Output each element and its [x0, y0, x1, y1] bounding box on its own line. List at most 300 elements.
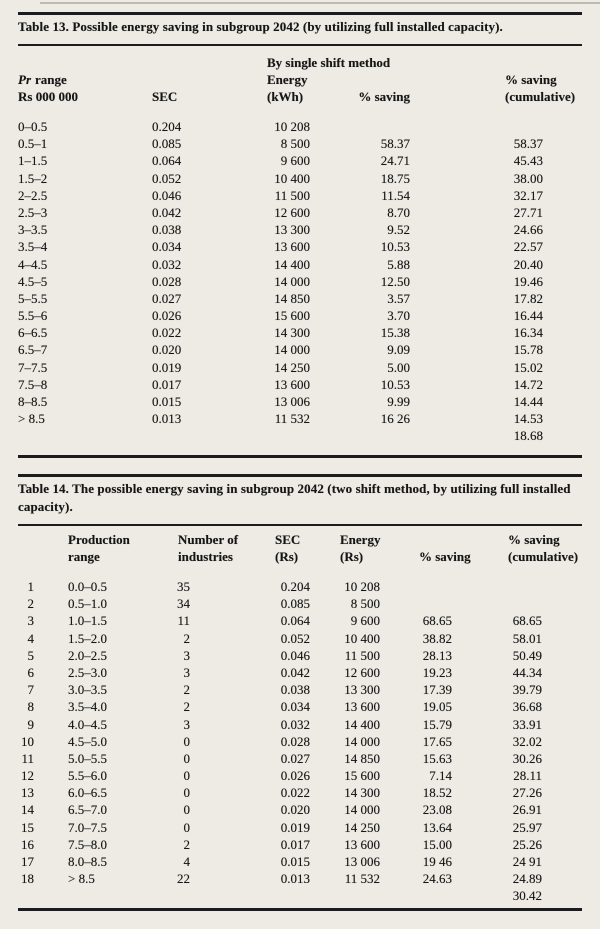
cell-pr-range: 2–2.5: [18, 187, 48, 203]
cell-saving: 10.53: [380, 239, 410, 255]
table-14-row: [18, 853, 582, 870]
cell-number-of-industries: 3: [183, 716, 190, 732]
cell-energy: 14 850: [344, 750, 380, 766]
cell-sec: 0.019: [280, 819, 310, 835]
cell-number-of-industries: 0: [183, 785, 190, 801]
cell-sec: 0.034: [280, 699, 310, 715]
cell-saving: 58.37: [380, 136, 410, 152]
range-label: range: [68, 549, 100, 564]
cell-sec: 0.204: [152, 119, 182, 134]
cell-row-number: 12: [21, 768, 34, 784]
cell-sec: 0.046: [280, 647, 310, 663]
cell-saving: 9.09: [387, 342, 410, 358]
table-13-row: [18, 135, 582, 152]
cell-energy: 8 500: [350, 596, 380, 612]
cell-saving: 5.00: [387, 359, 410, 375]
pr-range-units: Rs 000 000: [18, 89, 78, 104]
cell-row-number: 13: [21, 785, 34, 801]
cell-pr-range: > 8.5: [18, 411, 45, 427]
cell-number-of-industries: 22: [177, 871, 190, 887]
cell-production-range: 2.0–2.5: [68, 647, 107, 663]
table-13-row: [18, 204, 582, 221]
cell-sec: 0.038: [280, 682, 310, 698]
cell-sec: 0.204: [280, 579, 310, 594]
cell-number-of-industries: 0: [183, 768, 190, 784]
cell-saving: 17.65: [422, 733, 452, 749]
cell-row-number: 14: [21, 802, 34, 818]
cell-saving-cumulative: 26.91: [512, 802, 542, 818]
cell-energy: 10 208: [274, 119, 310, 134]
cell-saving-cumulative: 15.78: [513, 342, 543, 358]
cell-row-number: 4: [27, 630, 34, 646]
cell-production-range: 0.0–0.5: [68, 579, 107, 594]
cell-number-of-industries: 2: [183, 682, 190, 698]
cell-energy: 11 500: [344, 647, 380, 663]
cell-sec: 0.017: [280, 836, 310, 852]
table-14-bottom-rule: [18, 908, 582, 911]
number-of-label: Number of: [178, 532, 239, 547]
cell-energy: 10 208: [344, 579, 380, 594]
cell-row-number: 17: [21, 854, 34, 869]
cell-pr-range: 2.5–3: [18, 204, 48, 220]
cell-sec: 0.015: [280, 854, 310, 869]
cell-energy: 11 500: [274, 187, 310, 203]
cell-pr-range: 3.5–4: [18, 239, 48, 255]
cell-number-of-industries: 3: [183, 664, 190, 680]
cell-saving: 17.39: [422, 682, 452, 698]
table-13-row: [18, 410, 582, 427]
cell-row-number: 10: [21, 733, 34, 749]
cell-saving: [380, 595, 452, 612]
cell-saving: 11.54: [381, 187, 410, 203]
cell-row-number: 15: [21, 819, 34, 835]
cell-saving-cumulative: [452, 578, 542, 595]
table-14-row: [18, 801, 582, 818]
cell-sec: 0.085: [280, 596, 310, 612]
cell-production-range: 3.0–3.5: [68, 682, 107, 698]
cell-saving-cumulative: 28.11: [513, 768, 542, 784]
cell-saving-cumulative: 27.71: [513, 204, 543, 220]
cell-energy: 10 400: [274, 170, 310, 186]
cell-production-range: 7.5–8.0: [68, 836, 107, 852]
column-header-production-range: [68, 531, 130, 565]
cell-saving-cumulative: 22.57: [513, 239, 543, 255]
table-13-caption-rule: [18, 44, 582, 46]
cell-saving: 10.53: [380, 376, 410, 392]
cell-saving: 15.79: [422, 716, 452, 732]
cell-row-number: 6: [27, 664, 34, 680]
cell-energy: 10 400: [344, 630, 380, 646]
cell-number-of-industries: 34: [177, 596, 190, 612]
energy-units: (kWh): [267, 89, 304, 104]
cell-energy: 14 250: [344, 819, 380, 835]
cell-saving-cumulative: 39.79: [512, 682, 542, 698]
cell-energy: 14 000: [344, 733, 380, 749]
cell-saving-cumulative: 19.46: [513, 273, 543, 289]
cell-energy: [248, 427, 310, 444]
cell-energy: 14 400: [274, 256, 310, 272]
cell-saving: 28.13: [422, 647, 452, 663]
cell-number-of-industries: 4: [183, 854, 190, 869]
cell-energy: 14 000: [344, 802, 380, 818]
cell-saving: 24.71: [380, 153, 410, 169]
cell-sec: 0.028: [280, 733, 310, 749]
sec-units: (Rs): [275, 549, 299, 564]
cell-saving: 15.38: [380, 325, 410, 341]
cell-row-number: 11: [21, 750, 34, 766]
table-14-row: [18, 681, 582, 698]
cell-sec: 0.017: [152, 376, 182, 392]
cell-pr-range: 6.5–7: [18, 342, 48, 358]
cell-saving: 18.75: [380, 170, 410, 186]
cell-saving: 19.23: [422, 664, 452, 680]
column-header-sec-rs: [275, 531, 300, 565]
cell-saving-cumulative: 36.68: [512, 699, 542, 715]
cell-saving-cumulative: [410, 118, 543, 135]
cell-row-number: 5: [27, 647, 34, 663]
table-13-row: [18, 170, 582, 187]
cell-saving: 16 26: [380, 411, 410, 427]
cell-number-of-industries: 3: [183, 647, 190, 663]
cell-sec: 0.038: [152, 222, 182, 238]
cell-saving: 15.00: [422, 836, 452, 852]
cell-sec: 0.013: [280, 871, 310, 887]
cumulative-label: (cumulative): [505, 89, 576, 104]
cell-saving-cumulative: 17.82: [513, 290, 543, 306]
energy-label: Energy: [340, 532, 381, 547]
cell-pr-range: 7–7.5: [18, 359, 48, 375]
cell-saving-cumulative: 16.34: [513, 325, 543, 341]
cell-saving: 24.63: [422, 871, 452, 887]
table-14-row: [18, 578, 582, 595]
cell-sec: 0.020: [152, 342, 182, 358]
cell-energy: 13 300: [344, 682, 380, 698]
table-14-row: [18, 887, 582, 904]
cell-saving-cumulative: [452, 595, 542, 612]
cell-saving-cumulative: 27.26: [512, 785, 542, 801]
cell-sec: 0.046: [152, 187, 182, 203]
cell-production-range: 5.5–6.0: [68, 768, 107, 784]
cell-saving-cumulative: 30.42: [512, 888, 542, 904]
cell-number-of-industries: [150, 887, 190, 904]
cell-number-of-industries: 2: [183, 836, 190, 852]
table-14-caption: Table 14. The possible energy saving in subgroup 2042 (two shift method, by utilizing full installed capacity).: [18, 481, 571, 514]
table-13-row: [18, 238, 582, 255]
cell-number-of-industries: 0: [183, 802, 190, 818]
cell-pr-range: 4–4.5: [18, 256, 48, 272]
table-14-row: [18, 698, 582, 715]
cell-energy: 13 006: [274, 394, 310, 409]
cell-saving: [310, 118, 410, 135]
table-13-row: [18, 118, 582, 135]
table-14-row: [18, 733, 582, 750]
cell-saving-cumulative: 58.01: [512, 630, 542, 646]
column-header-saving: % saving: [419, 549, 471, 564]
table-13-row: [18, 359, 582, 376]
cell-sec: 0.064: [152, 153, 182, 169]
cell-saving: 12.50: [380, 273, 410, 289]
table-13-row: [18, 290, 582, 307]
cell-row-number: 3: [27, 613, 34, 629]
cell-sec: 0.034: [152, 239, 182, 255]
cell-energy: 14 850: [274, 290, 310, 306]
cell-row-number: 18: [21, 871, 34, 887]
table-13-body: [18, 118, 582, 445]
cell-pr-range: 6–6.5: [18, 325, 48, 341]
cell-sec: 0.042: [280, 664, 310, 680]
cell-saving: 9.52: [387, 222, 410, 238]
cell-pr-range: 1.5–2: [18, 170, 48, 186]
column-header-number-of-industries: [178, 531, 238, 565]
cell-production-range: 6.0–6.5: [68, 785, 107, 801]
column-header-saving: % saving: [358, 89, 410, 104]
cell-energy: 8 500: [280, 136, 310, 152]
cell-energy: 14 000: [274, 273, 310, 289]
cell-saving-cumulative: 32.02: [512, 733, 542, 749]
cell-sec: 0.027: [152, 290, 182, 306]
energy-label: Energy: [267, 72, 308, 87]
industries-label: industries: [178, 549, 233, 564]
cell-sec: 0.028: [152, 273, 182, 289]
cell-pr-range: 7.5–8: [18, 376, 48, 392]
table-14-row: [18, 664, 582, 681]
cell-number-of-industries: 0: [183, 733, 190, 749]
cell-saving: 23.08: [422, 802, 452, 818]
cell-energy: 14 400: [344, 716, 380, 732]
cell-saving-cumulative: 30.26: [512, 750, 542, 766]
cell-production-range: 4.5–5.0: [68, 733, 107, 749]
cell-pr-range: 4.5–5: [18, 273, 48, 289]
cell-saving-cumulative: 58.37: [513, 136, 543, 152]
table-14-row: [18, 647, 582, 664]
cell-saving-cumulative: 20.40: [513, 256, 543, 272]
column-group-single-shift: By single shift method: [267, 55, 391, 70]
cell-energy: 9 600: [280, 153, 310, 169]
cell-number-of-industries: 35: [177, 579, 190, 594]
table-13-row: [18, 152, 582, 169]
scan-edge-artifact: [40, 2, 600, 4]
cell-saving-cumulative: 14.53: [513, 411, 543, 427]
table-13-row: [18, 256, 582, 273]
column-header-energy-rs: [340, 531, 380, 565]
cell-energy: 15 600: [344, 768, 380, 784]
cell-energy: 14 300: [344, 785, 380, 801]
cell-number-of-industries: 0: [183, 750, 190, 766]
column-header-sec: SEC: [152, 89, 178, 104]
cell-production-range: 5.0–5.5: [68, 750, 107, 766]
table-13-row: [18, 324, 582, 341]
table-14-row: [18, 836, 582, 853]
cell-energy: 14 300: [274, 325, 310, 341]
column-header-saving-cumulative: [505, 71, 575, 105]
cell-saving: 3.57: [387, 290, 410, 306]
cell-number-of-industries: 2: [183, 630, 190, 646]
column-header-saving-cumulative: [508, 531, 578, 565]
cell-sec: 0.027: [280, 750, 310, 766]
cell-saving-cumulative: 24.89: [512, 871, 542, 887]
cell-energy: 13 006: [344, 854, 380, 869]
cell-saving: 68.65: [422, 613, 452, 629]
cell-sec: 0.022: [280, 785, 310, 801]
cell-sec: 0.015: [152, 394, 182, 409]
cell-saving-cumulative: 68.65: [512, 613, 542, 629]
cell-saving-cumulative: 16.44: [513, 308, 543, 324]
cell-energy: 11 532: [274, 411, 310, 427]
cell-row-number: 9: [27, 716, 34, 732]
cell-sec: 0.052: [152, 170, 182, 186]
table-14-row: [18, 784, 582, 801]
cell-energy: 12 600: [344, 664, 380, 680]
cell-energy: 13 600: [274, 239, 310, 255]
cell-pr-range: [18, 427, 152, 444]
cell-energy: 13 600: [344, 836, 380, 852]
cell-energy: 12 600: [274, 204, 310, 220]
cell-saving: 19 46: [422, 854, 452, 869]
cell-energy: 13 300: [274, 222, 310, 238]
cell-pr-range: 5.5–6: [18, 308, 48, 324]
cell-sec: 0.020: [280, 802, 310, 818]
table-14-row: [18, 716, 582, 733]
table-13-top-rule: [18, 12, 582, 15]
cell-sec: [190, 887, 310, 904]
cell-saving: 18.52: [422, 785, 452, 801]
energy-units: (Rs): [340, 549, 364, 564]
cell-production-range: 8.0–8.5: [68, 854, 107, 869]
cell-pr-range: 3–3.5: [18, 222, 48, 238]
cell-energy: 13 600: [274, 376, 310, 392]
table-14-row: [18, 819, 582, 836]
cell-saving-cumulative: 15.02: [513, 359, 543, 375]
table-14-row: [18, 595, 582, 612]
table-13-row: [18, 273, 582, 290]
cell-row-number: 8: [27, 699, 34, 715]
cell-pr-range: 1–1.5: [18, 153, 48, 169]
cell-saving-cumulative: 14.44: [513, 394, 543, 409]
cell-production-range: 2.5–3.0: [68, 664, 107, 680]
cell-saving-cumulative: 45.43: [513, 153, 543, 169]
cell-sec: 0.042: [152, 204, 182, 220]
cell-sec: 0.085: [152, 136, 182, 152]
table-13-row: [18, 376, 582, 393]
column-header-energy: [267, 71, 307, 105]
cell-saving-cumulative: 44.34: [512, 664, 542, 680]
cell-saving-cumulative: 32.17: [513, 187, 543, 203]
cell-saving-cumulative: 25.97: [512, 819, 542, 835]
cell-saving: 15.63: [422, 750, 452, 766]
cell-sec: 0.026: [280, 768, 310, 784]
cell-sec: 0.052: [280, 630, 310, 646]
cell-energy: 15 600: [274, 308, 310, 324]
cell-saving: [380, 887, 452, 904]
cell-saving-cumulative: 14.72: [513, 376, 543, 392]
cell-sec: 0.013: [152, 411, 182, 427]
cell-saving-cumulative: 25.26: [512, 836, 542, 852]
cell-row-number: [18, 887, 34, 904]
cell-sec: 0.064: [280, 613, 310, 629]
table-13-row: [18, 341, 582, 358]
cell-saving: 5.88: [387, 256, 410, 272]
cell-production-range: 4.0–4.5: [68, 716, 107, 732]
pr-symbol: Pr: [18, 72, 31, 87]
cell-saving-cumulative: 38.00: [513, 170, 543, 186]
cell-sec: 0.026: [152, 308, 182, 324]
cell-saving: 38.82: [422, 630, 452, 646]
cell-row-number: 2: [27, 596, 34, 612]
cell-row-number: 16: [21, 836, 34, 852]
cell-saving: [310, 427, 410, 444]
cumulative-label: (cumulative): [508, 549, 579, 564]
cell-sec: 0.022: [152, 325, 182, 341]
cell-energy: 11 532: [344, 871, 380, 887]
cell-row-number: 1: [27, 579, 34, 594]
cell-number-of-industries: 11: [177, 613, 190, 629]
cell-pr-range: 5–5.5: [18, 290, 48, 306]
cell-production-range: > 8.5: [68, 871, 95, 887]
cell-pr-range: 0–0.5: [18, 119, 48, 134]
cell-pr-range: 0.5–1: [18, 136, 48, 152]
cell-pr-range: 8–8.5: [18, 394, 48, 409]
table-14-row: [18, 750, 582, 767]
production-label: Production: [68, 532, 130, 547]
cell-energy: 14 000: [274, 342, 310, 358]
table-14-row: [18, 612, 582, 629]
cell-saving: 13.64: [422, 819, 452, 835]
table-14-row: [18, 870, 582, 887]
cell-production-range: 7.0–7.5: [68, 819, 107, 835]
table-14-row: [18, 767, 582, 784]
cell-number-of-industries: 0: [183, 819, 190, 835]
cumulative-saving-label: % saving: [508, 532, 560, 547]
cell-production-range: 0.5–1.0: [68, 596, 107, 612]
pr-range-word: range: [35, 72, 67, 87]
cell-sec: [152, 427, 248, 444]
cumulative-saving-label: % saving: [505, 72, 557, 87]
table-14-caption-rule: [18, 524, 582, 526]
table-13-bottom-rule: [18, 455, 582, 458]
cell-saving: 7.14: [429, 768, 452, 784]
sec-label: SEC: [275, 532, 301, 547]
table-14-body: [18, 578, 582, 905]
cell-saving-cumulative: 18.68: [513, 428, 543, 444]
cell-saving: 19.05: [422, 699, 452, 715]
table-13-row: [18, 307, 582, 324]
cell-saving-cumulative: 24 91: [512, 854, 542, 869]
cell-production-range: 1.0–1.5: [68, 613, 107, 629]
cell-production-range: 3.5–4.0: [68, 699, 107, 715]
cell-energy: 9 600: [350, 613, 380, 629]
cell-energy: [310, 887, 380, 904]
table-13-row: [18, 393, 582, 410]
table-13-caption: Table 13. Possible energy saving in subgroup 2042 (by utilizing full installed capacity).: [18, 19, 503, 34]
cell-sec: 0.032: [280, 716, 310, 732]
cell-saving-cumulative: 50.49: [512, 647, 542, 663]
cell-production-range: 6.5–7.0: [68, 802, 107, 818]
table-13-row: [18, 427, 582, 444]
cell-sec: 0.032: [152, 256, 182, 272]
table-14-header: [18, 531, 600, 571]
cell-energy: 14 250: [274, 359, 310, 375]
cell-saving: 8.70: [387, 204, 410, 220]
cell-saving-cumulative: 33.91: [512, 716, 542, 732]
table-14-top-rule: [18, 474, 582, 477]
table-14-row: [18, 630, 582, 647]
cell-number-of-industries: 2: [183, 699, 190, 715]
cell-saving: 9.99: [387, 394, 410, 409]
cell-sec: 0.019: [152, 359, 182, 375]
table-13-row: [18, 221, 582, 238]
cell-production-range: [34, 887, 150, 904]
column-header-pr-range: [18, 71, 78, 105]
